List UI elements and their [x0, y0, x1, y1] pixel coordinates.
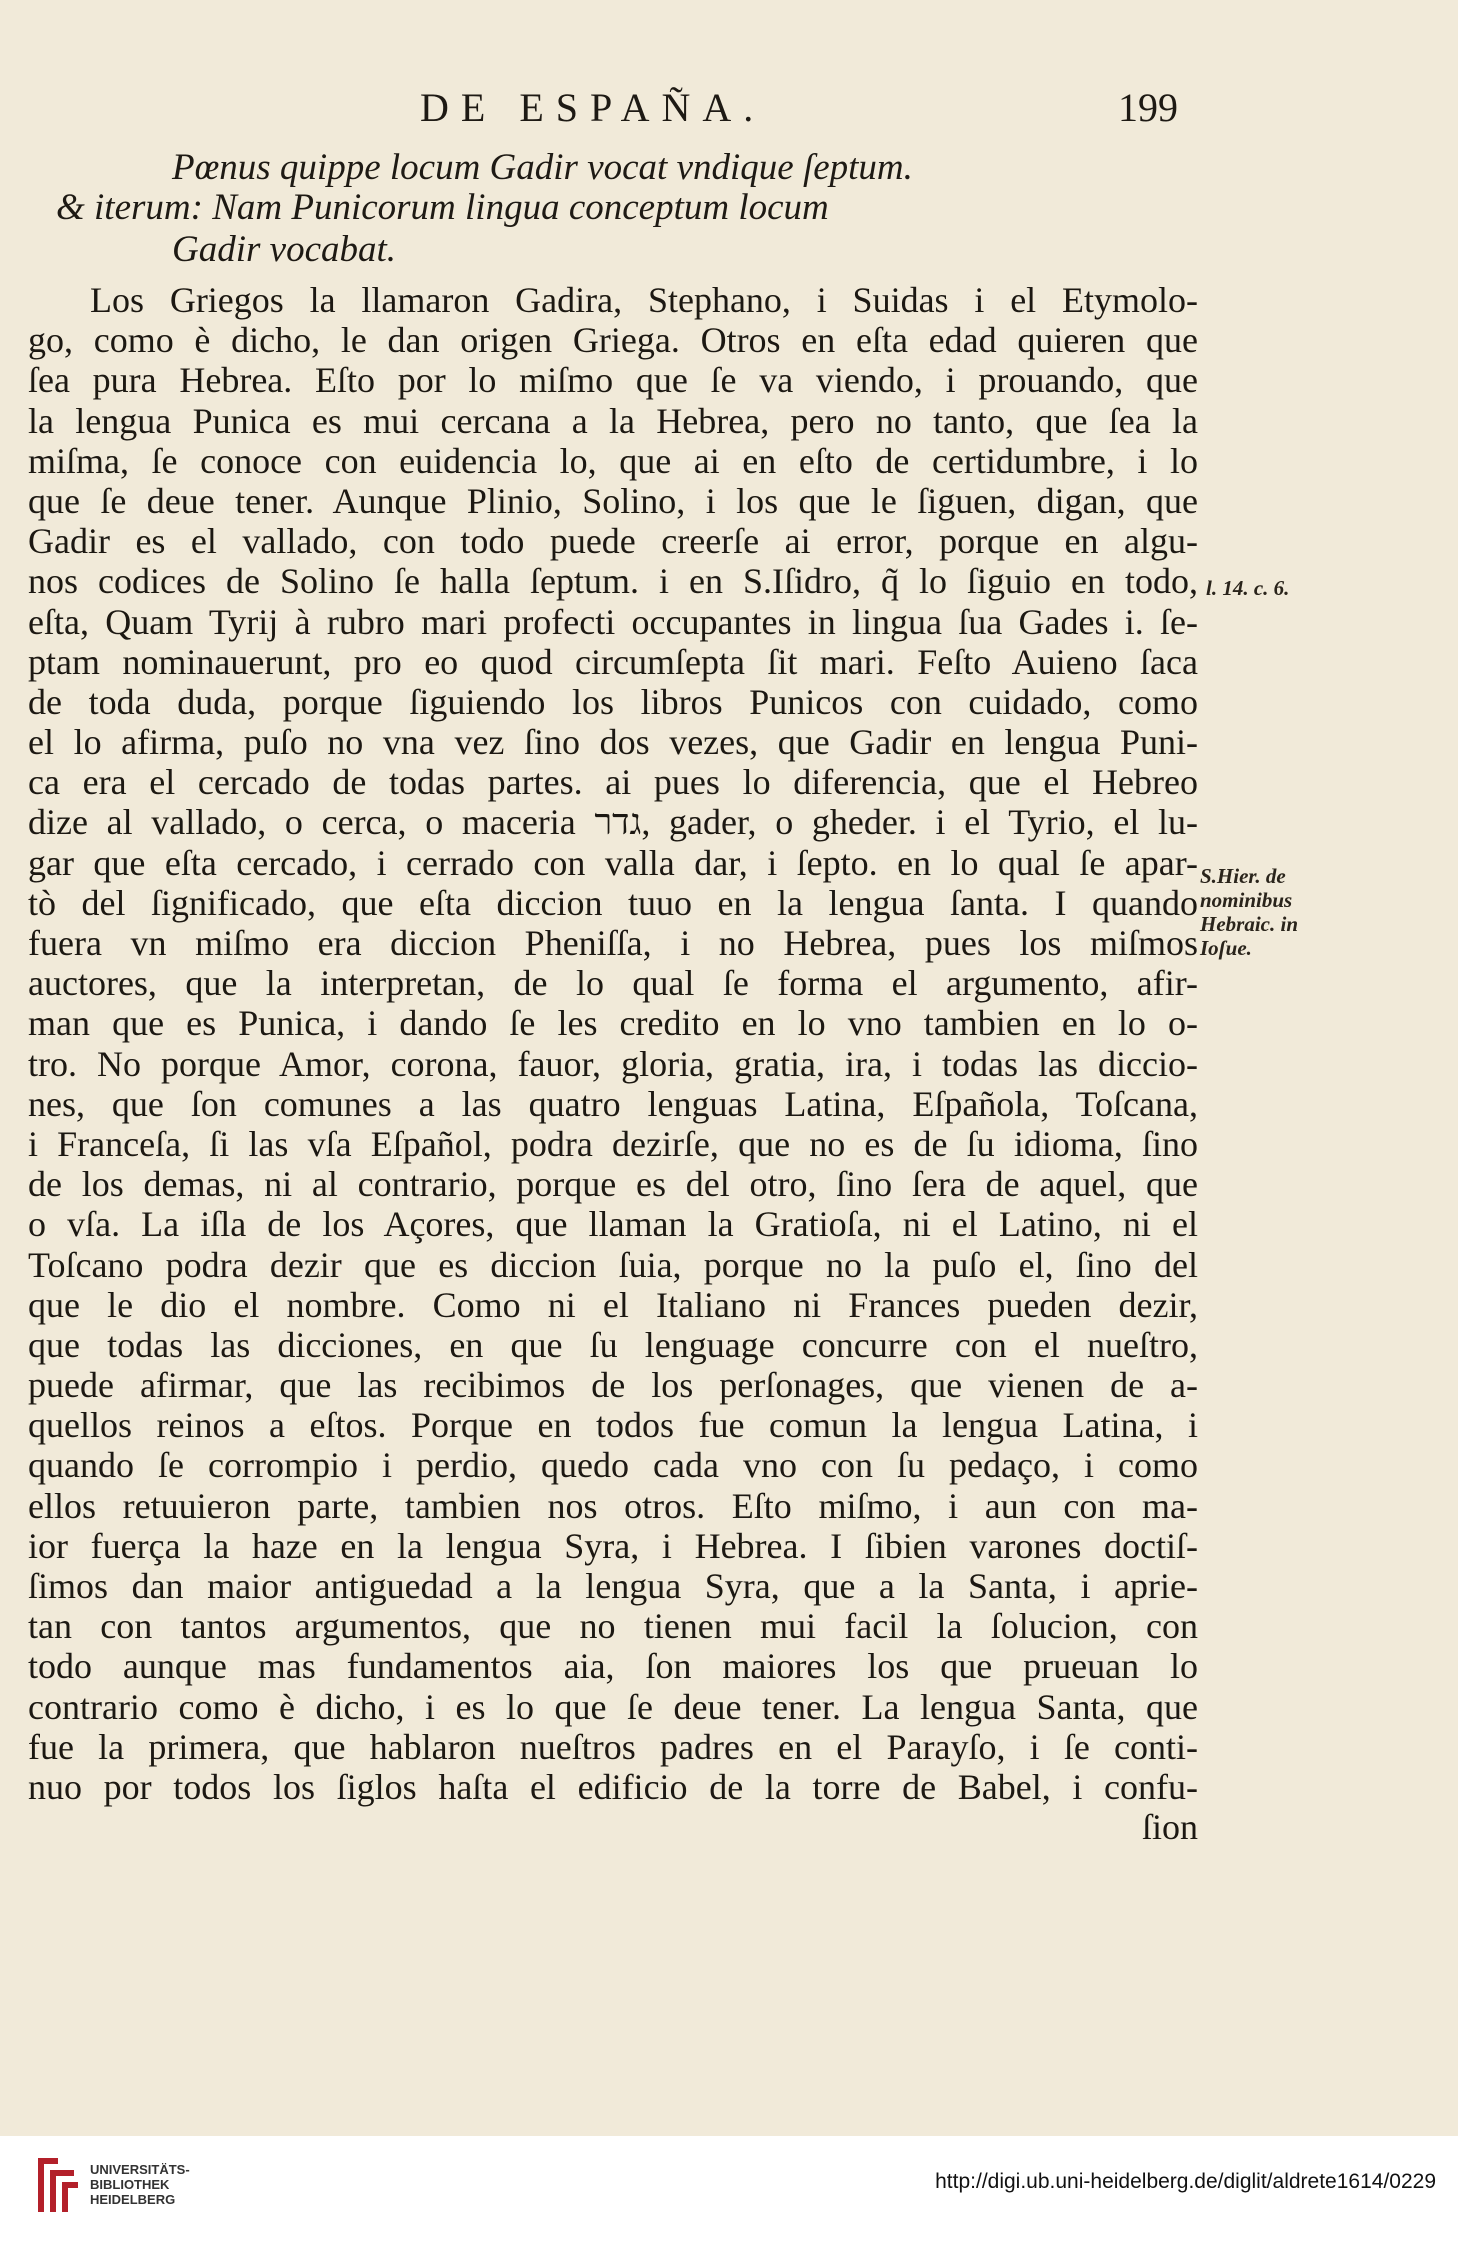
text-line: ca era el cercado de todas partes. ai pues lo diferencia, que el Hebreo — [28, 762, 1198, 803]
text-line: de toda duda, porque ſiguiendo los libros Punicos con cuidado, como — [28, 681, 1198, 722]
text-line: Gadir es el vallado, con todo puede creerſe ai error, porque en algu- — [28, 521, 1198, 562]
library-name-line: HEIDELBERG — [90, 2192, 176, 2207]
text-line: que todas las dicciones, en que ſu lenguage concurre con el nueſtro, — [28, 1324, 1198, 1365]
text-line: eſta, Quam Tyrij à rubro mari profecti occupantes in lingua ſua Gades i. ſe- — [28, 601, 1198, 642]
verse-line: Gadir vocabat. — [172, 229, 397, 270]
library-name — [90, 2162, 190, 2207]
page-number: 199 — [1118, 85, 1178, 130]
source-url-link[interactable]: http://digi.ub.uni-heidelberg.de/diglit/aldrete1614/0229 — [935, 2170, 1436, 2193]
library-name-line: UNIVERSITÄTS- — [90, 2162, 190, 2177]
page-header — [0, 78, 1458, 138]
text-line: Toſcano podra dezir que es diccion ſuia, porque no la puſo el, ſino del — [28, 1244, 1198, 1285]
text-line: ior fuerça la haze en la lengua Syra, i Hebrea. I ſibien varones doctiſ- — [28, 1525, 1198, 1566]
verse-line: Pœnus quippe locum Gadir vocat vndique ſeptum. — [172, 147, 913, 188]
text-line: que ſe deue tener. Aunque Plinio, Solino, i los que le ſiguen, digan, que — [28, 480, 1198, 521]
text-line: fuera vn miſmo era diccion Pheniſſa, i no Hebrea, pues los miſmos — [28, 923, 1198, 963]
footer-bar — [0, 2136, 1458, 2242]
text-line: tò del ſignificado, que eſta diccion tuuo en la lengua ſanta. I quando — [28, 882, 1198, 923]
margin-note: l. 14. c. 6. — [1206, 576, 1290, 600]
text-line: ſimos dan maior antiguedad a la lengua Syra, que a la Santa, i aprie- — [28, 1566, 1198, 1606]
text-line: ptam nominauerunt, pro eo quod circumſepta ſit mari. Feſto Auieno ſaca — [28, 641, 1198, 682]
text-line: que le dio el nombre. Como ni el Italiano ni Frances pueden dezir, — [28, 1284, 1198, 1325]
library-name-line: BIBLIOTHEK — [90, 2177, 170, 2192]
text-line: dize al vallado, o cerca, o maceria גדר, gader, o gheder. i el Tyrio, el lu- — [28, 802, 1198, 843]
text-line: de los demas, ni al contrario, porque es del otro, ſino ſera de aquel, que — [28, 1164, 1198, 1205]
text-line: tro. No porque Amor, corona, fauor, gloria, gratia, ira, i todas las diccio- — [28, 1043, 1198, 1084]
text-line: nos codices de Solino ſe halla ſeptum. i en S.Iſidro, q̃ lo ſiguio en todo, — [28, 561, 1198, 602]
text-line: Los Griegos la llamaron Gadira, Stephano, i Suidas i el Etymolo- — [90, 280, 1198, 320]
text-line: go, como è dicho, le dan origen Griega. Otros en eſta edad quieren que — [28, 320, 1198, 361]
catchword: ſion — [1141, 1807, 1198, 1848]
text-line: miſma, ſe conoce con euidencia lo, que ai en eſto de certidumbre, i lo — [28, 440, 1198, 481]
text-line: la lengua Punica es mui cercana a la Hebrea, pero no tanto, que ſea la — [28, 400, 1198, 441]
text-line: gar que eſta cercado, i cerrado con valla dar, i ſepto. en lo qual ſe apar- — [28, 842, 1198, 883]
text-line: tan con tantos argumentos, que no tienen mui facil la ſolucion, con — [28, 1606, 1198, 1647]
text-line: el lo afirma, puſo no vna vez ſino dos vezes, que Gadir en lengua Puni- — [28, 722, 1198, 763]
body-text — [28, 280, 1198, 1847]
text-line: o vſa. La iſla de los Açores, que llaman la Gratioſa, ni el Latino, ni el — [28, 1204, 1198, 1245]
text-line: contrario como è dicho, i es lo que ſe deue tener. La lengua Santa, que — [28, 1686, 1198, 1727]
text-line: i Franceſa, ſi las vſa Eſpañol, podra dezirſe, que no es de ſu idioma, ſino — [28, 1123, 1198, 1164]
text-line: quando ſe corrompio i perdio, quedo cada vno con ſu pedaço, i como — [28, 1445, 1198, 1486]
running-head: DE ESPAÑA. — [420, 85, 766, 130]
margin-note: S.Hier. de nominibus Hebraic. in Ioſue. — [1200, 864, 1298, 960]
text-line: ellos retuuieron parte, tambien nos otros. Eſto miſmo, i aun con ma- — [28, 1485, 1198, 1526]
text-line: ſea pura Hebrea. Eſto por lo miſmo que ſe va viendo, i prouando, que — [28, 360, 1198, 401]
verse-line: & iterum: Nam Punicorum lingua conceptum locum — [56, 187, 829, 228]
text-line: fue la primera, que hablaron nueſtros padres en el Parayſo, i ſe conti- — [28, 1726, 1198, 1767]
text-line: puede afirmar, que las recibimos de los perſonages, que vienen de a- — [28, 1365, 1198, 1406]
text-line: auctores, que la interpretan, de lo qual ſe forma el argumento, afir- — [28, 963, 1198, 1004]
text-line: nes, que ſon comunes a las quatro lenguas Latina, Eſpañola, Toſcana, — [28, 1083, 1198, 1124]
text-line: nuo por todos los ſiglos haſta el edificio de la torre de Babel, i confu- — [28, 1766, 1198, 1807]
text-line: quellos reinos a eſtos. Porque en todos fue comun la lengua Latina, i — [28, 1405, 1198, 1446]
text-line: man que es Punica, i dando ſe les credito en lo vno tambien en lo o- — [28, 1003, 1198, 1044]
text-line: todo aunque mas fundamentos aia, ſon maiores los que prueuan lo — [28, 1646, 1198, 1687]
library-logo-icon — [30, 2154, 82, 2216]
